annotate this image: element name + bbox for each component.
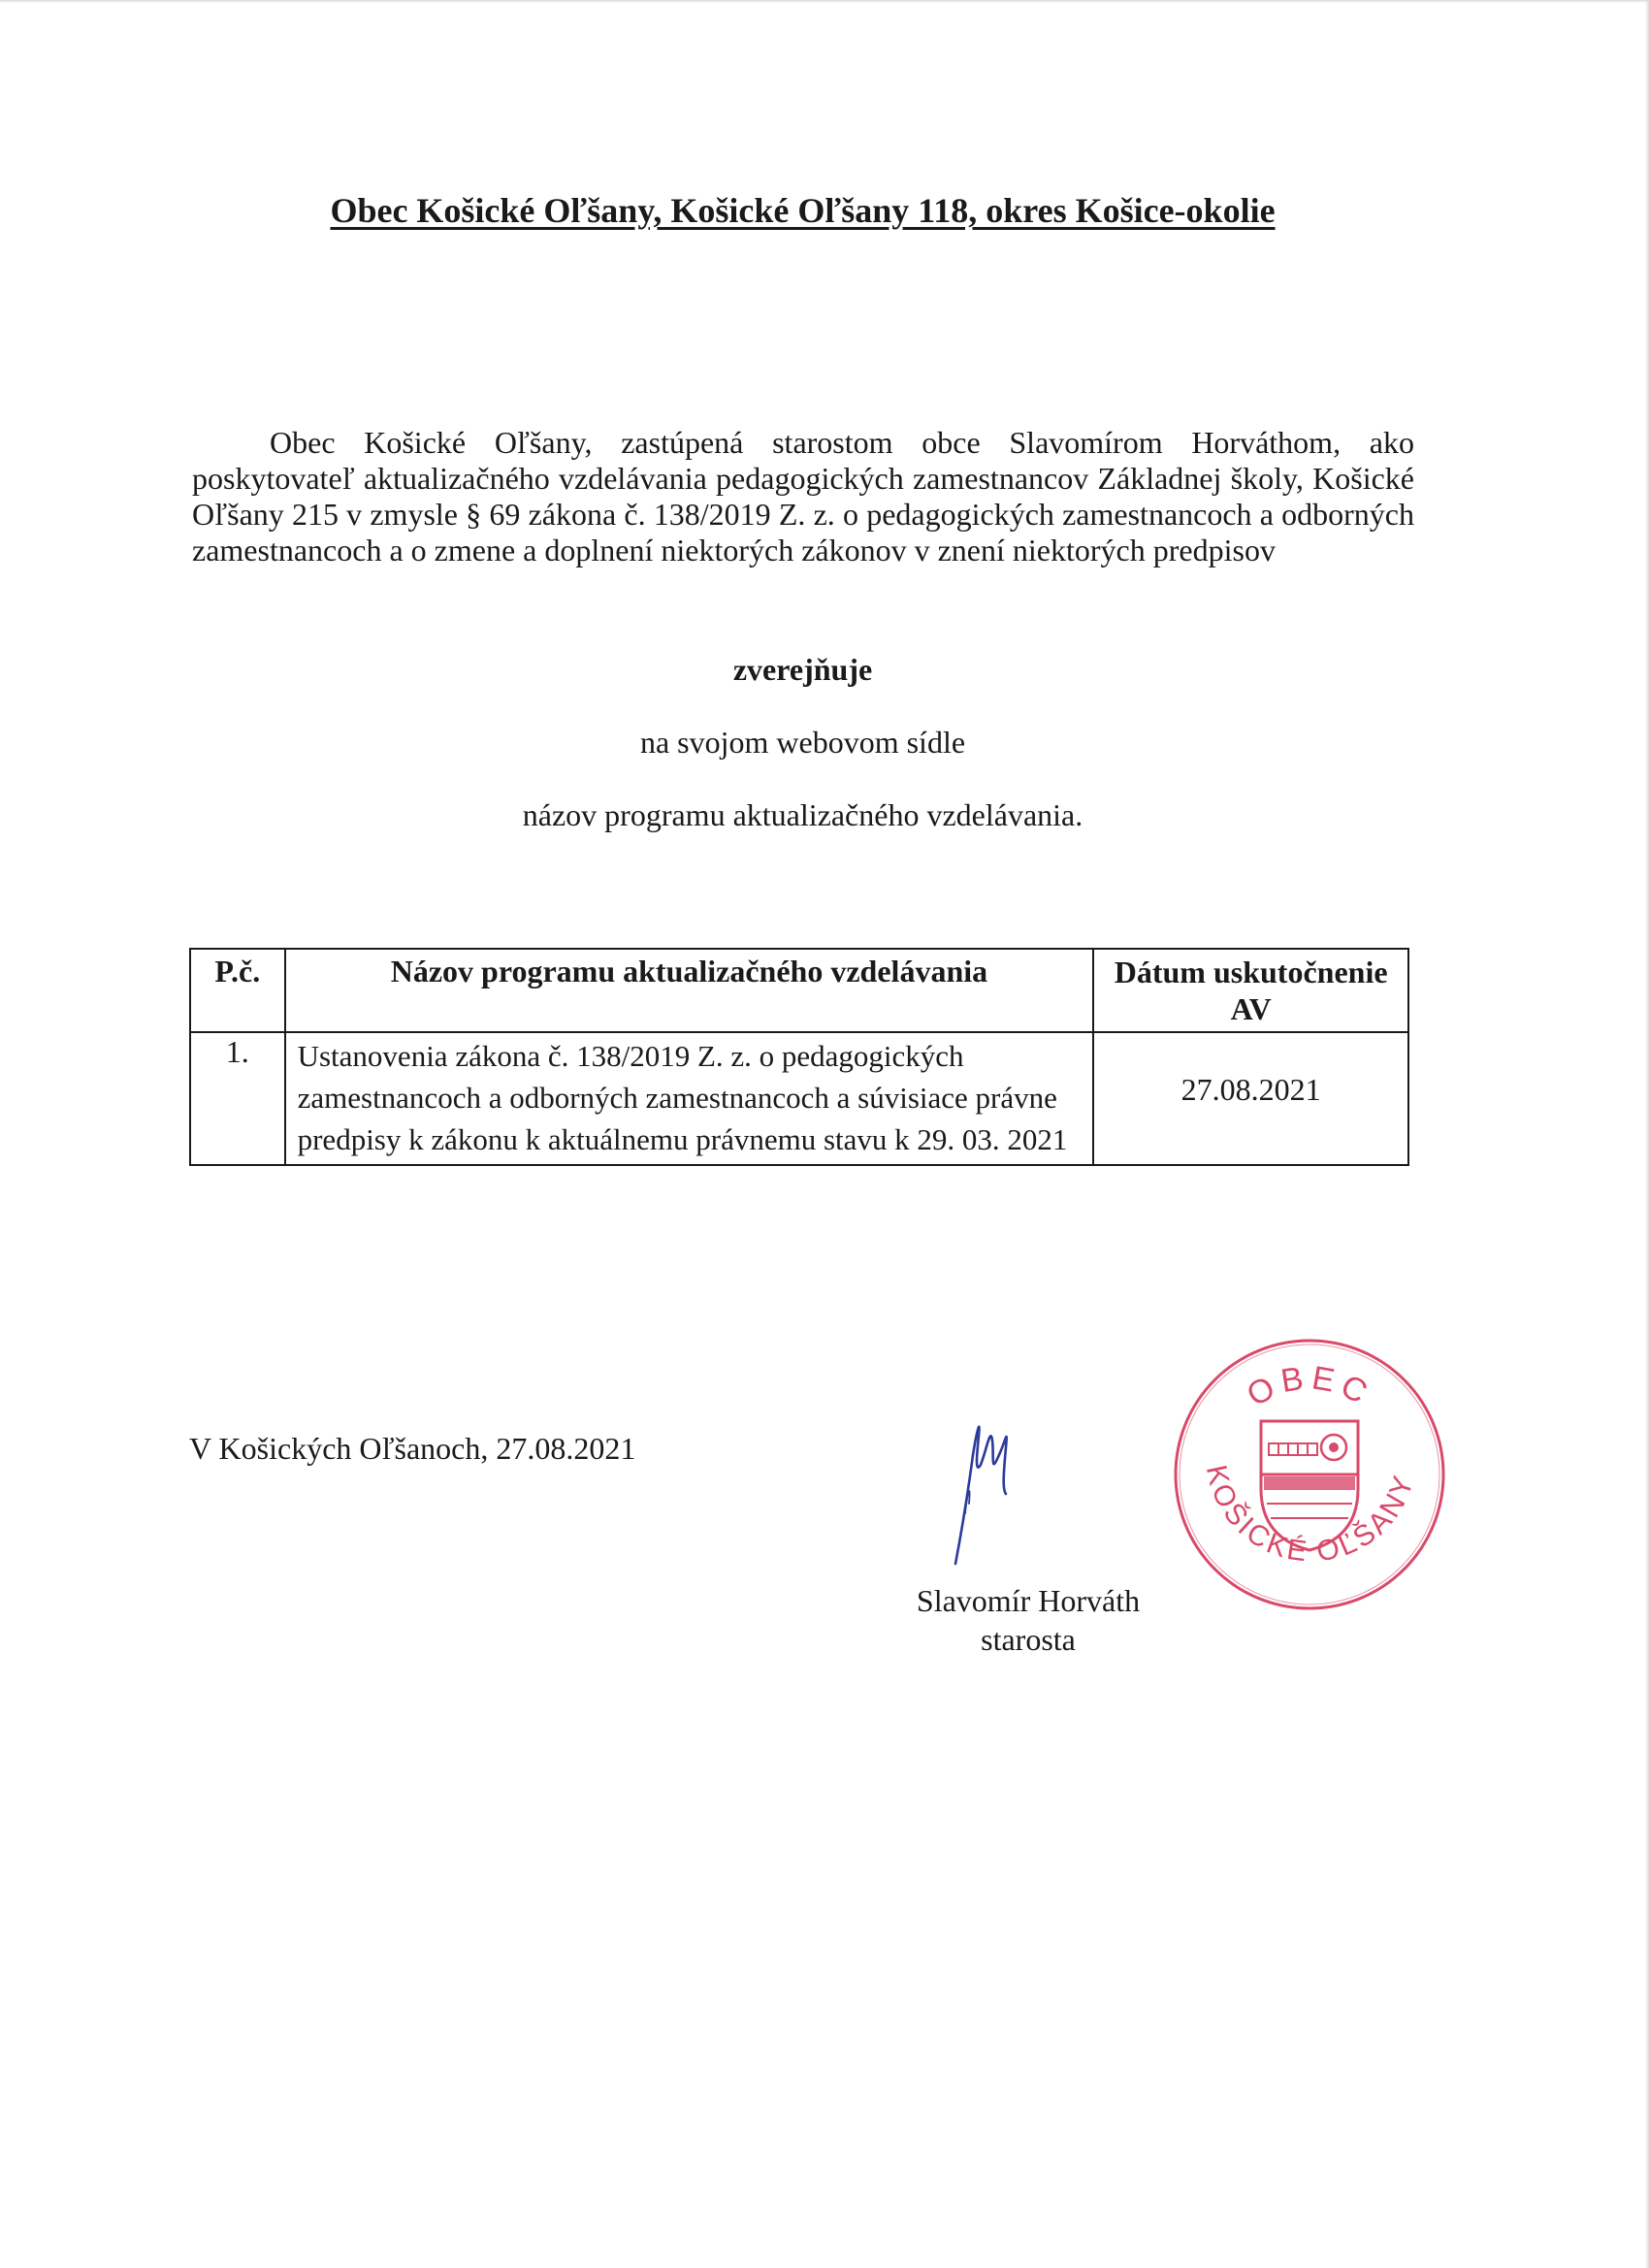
header-program-name: Názov programu aktualizačného vzdelávania (285, 949, 1094, 1032)
programs-table (189, 948, 1409, 1166)
table-header-row (190, 949, 1408, 1032)
row-number: 1. (190, 1032, 285, 1165)
header-date (1093, 949, 1408, 1032)
table-row (190, 1032, 1408, 1165)
signer-name: Slavomír Horváth (916, 1583, 1141, 1618)
scan-edge-top (0, 0, 1649, 3)
scan-edge-right (1645, 0, 1649, 2268)
stamp-bottom-text: KOŠICKÉ OĽŠANY (1199, 1462, 1421, 1569)
stamp-top-text: OBEC (1241, 1359, 1378, 1414)
row-program-name: Ustanovenia zákona č. 138/2019 Z. z. o pedagogických zamestnancoch a odborných zamestnancoch a súvisiace právne predpisy k zákonu k aktuálnemu právnemu stavu k 29. 03. 2021 (285, 1032, 1094, 1165)
program-name-line: názov programu aktualizačného vzdelávania. (522, 797, 1083, 832)
website-line: na svojom webovom sídle (639, 725, 966, 760)
signature (926, 1397, 1043, 1567)
svg-text:OBEC (1241, 1359, 1378, 1413)
signer-title: starosta (981, 1622, 1076, 1657)
coat-of-arms (1261, 1421, 1358, 1550)
row-date: 27.08.2021 (1093, 1032, 1408, 1165)
document-heading: Obec Košické Oľšany, Košické Oľšany 118, okres Košice-okolie (330, 191, 1276, 230)
publishes-label: zverejňuje (732, 652, 873, 687)
header-date-label: Dátum uskutočnenie AV (1114, 955, 1388, 1026)
place-date: V Košických Oľšanoch, 27.08.2021 (189, 1431, 636, 1466)
header-number: P.č. (190, 949, 285, 1032)
intro-paragraph: Obec Košické Oľšany, zastúpená starostom obce Slavomírom Horváthom, ako poskytovateľ aktualizačného vzdelávania pedagogických zamestnancov Základnej školy, Košické Oľšany 215 v zmysle § 69 zákona č. 138/2019 Z. z. o pedagogických zamestnancoch a odborných zamestnancoch a o zmene a doplnení niektorých zákonov v znení niektorých predpisov (192, 425, 1414, 567)
municipal-stamp (1164, 1329, 1455, 1620)
